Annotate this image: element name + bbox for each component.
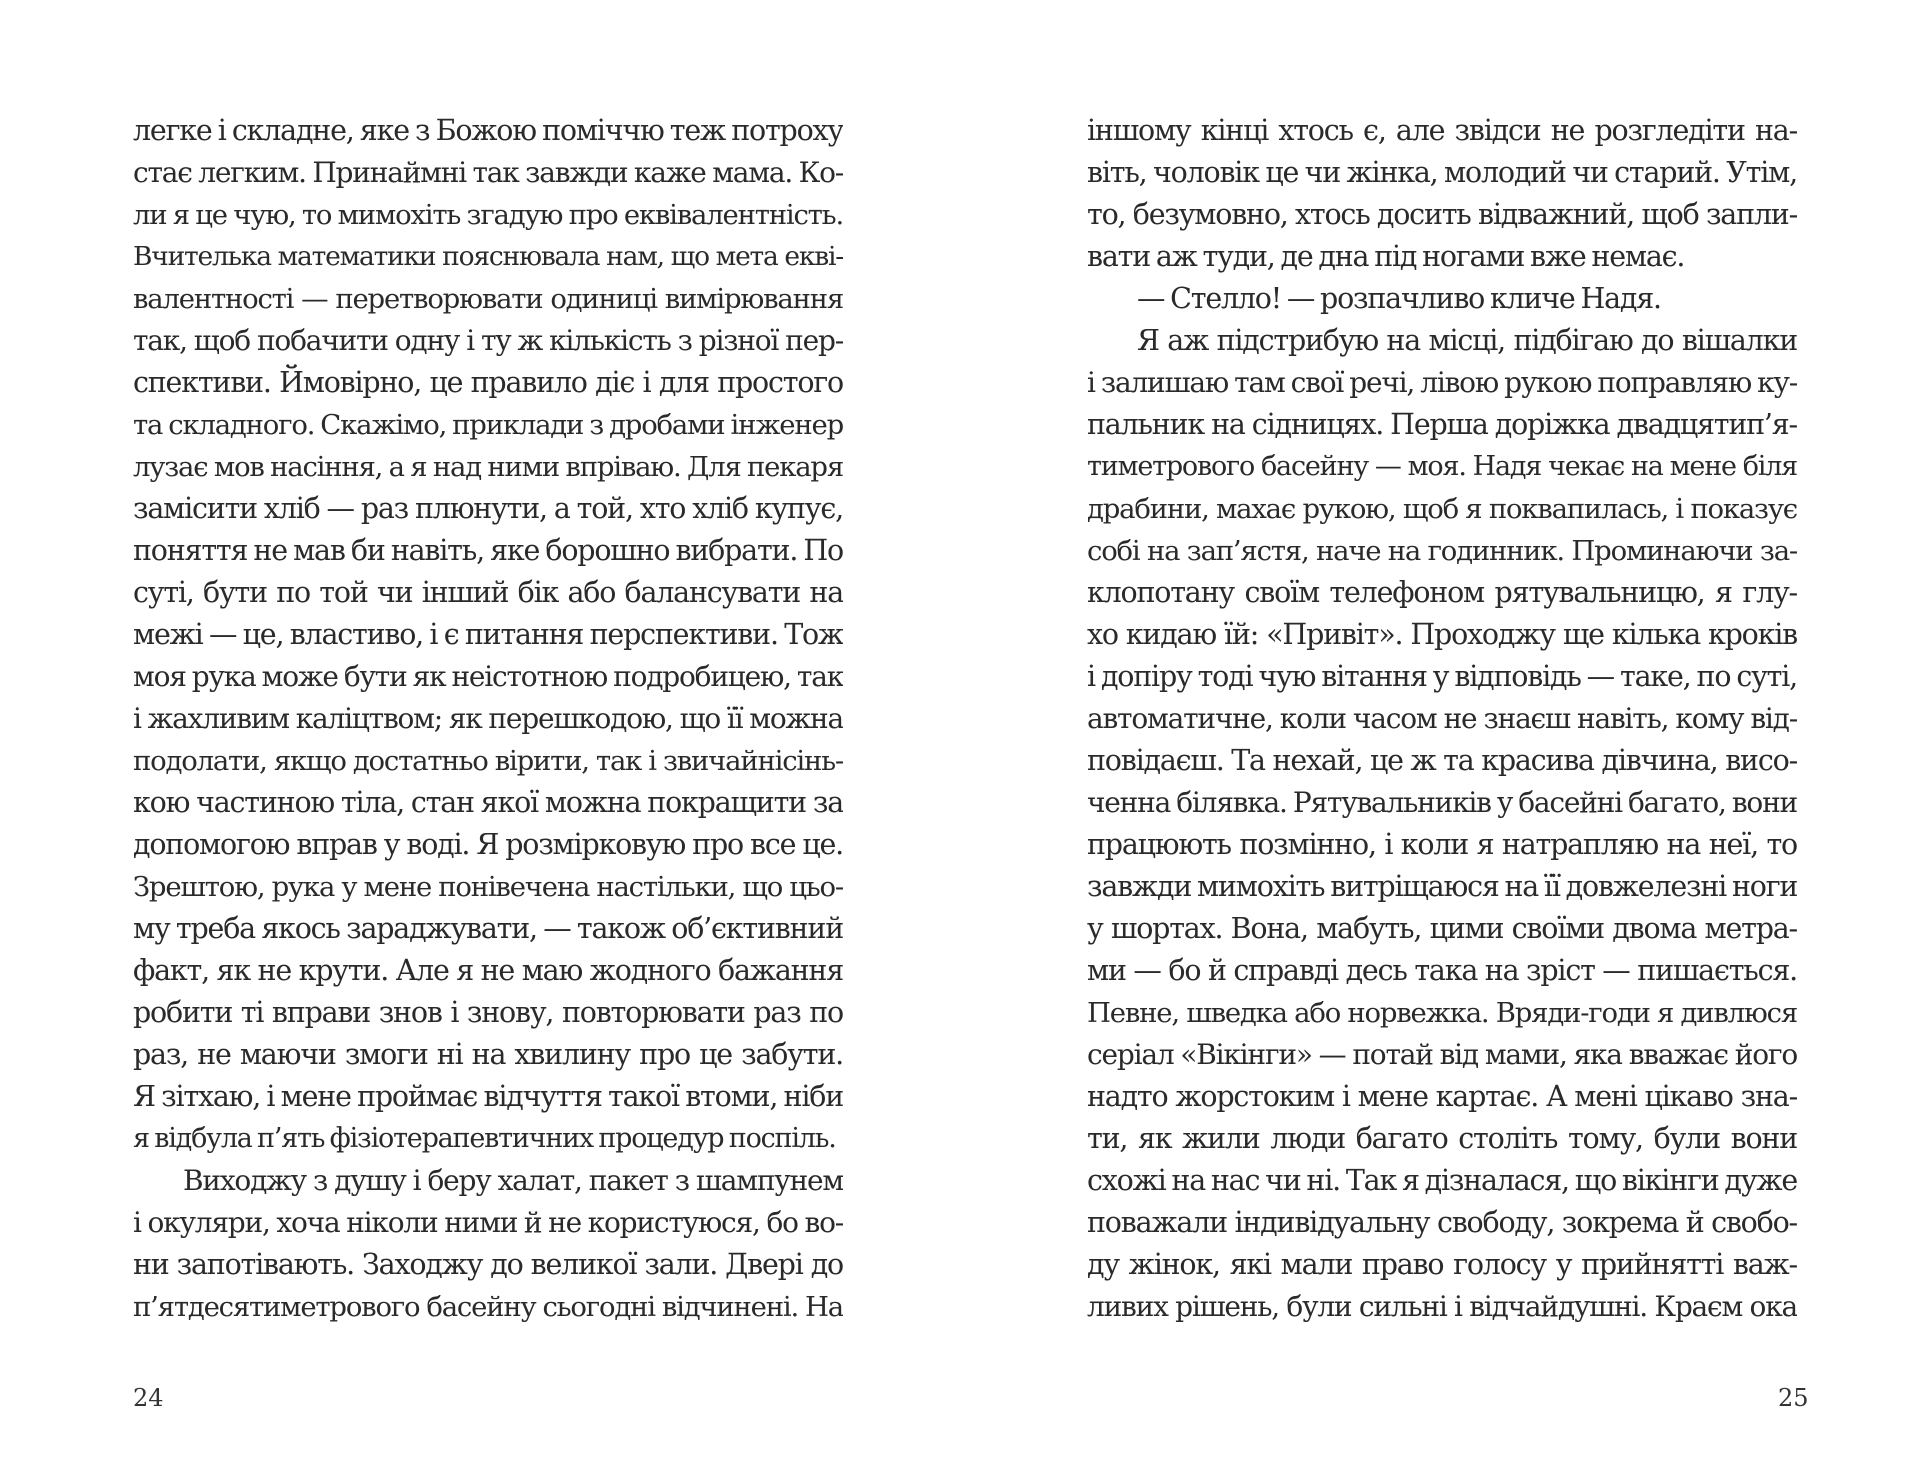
text-line: та складного. Скажімо, приклади з дробами інженер [133,409,843,441]
text-line: моя рука може бути як неістотною подробицею, так [133,660,843,693]
text-line: тиметрового басейну — моя. Надя чекає на мене біля [1087,451,1797,482]
text-line: суті, бути по той чи інший бік або балансувати на [133,576,843,609]
text-line: працюють позмінно, і коли я натрапляю на неї, то [1087,828,1797,861]
text-line: п’ятдесятиметрового басейну сьогодні відчинені. На [133,1291,843,1323]
text-line: то, безумовно, хтось досить відважний, щоб запли- [1087,198,1797,231]
text-line: схожі на нас чи ні. Так я дізналася, що вікінги дуже [1087,1164,1797,1197]
text-line: замісити хліб — раз плюнути, а той, хто хліб купує, [133,492,843,525]
text-line: так, щоб побачити одну і ту ж кількість з різної пер- [133,324,843,357]
page-number-right: 25 [1778,1384,1809,1412]
text-line: і залишаю там свої речі, лівою рукою поправляю ку- [1087,366,1797,399]
text-line: у шортах. Вона, мабуть, цими своїми двома метра- [1087,912,1797,945]
text-line: повідаєш. Та нехай, це ж та красива дівчина, висо- [1087,744,1797,777]
text-line: ми — бо й справді десь така на зріст — пишається. [1087,954,1797,987]
text-line: завжди мимохіть витріщаюся на її довжелезні ноги [1087,870,1797,903]
text-line: іншому кінці хтось є, але звідси не розгледіти на- [1087,114,1797,147]
text-line: ду жінок, які мали право голосу у прийнятті важ- [1087,1248,1797,1281]
text-line: спективи. Ймовірно, це правило діє і для простого [133,366,843,399]
text-line: я відбула п’ять фізіотерапевтичних процедур поспіль. [133,1123,836,1154]
text-line: ти, як жили люди багато століть тому, були вони [1087,1122,1797,1155]
text-line: межі — це, властиво, і є питання перспективи. Тож [133,618,843,651]
text-line: автоматичне, коли часом не знаєш навіть, кому від- [1087,702,1797,735]
text-line: ли я це чую, то мимохіть згадую про еквівалентність. [133,199,843,231]
text-line: допомогою вправ у воді. Я розмірковую про все це. [133,828,843,861]
right-page-text [1087,110,1797,1328]
text-line: поважали індивідуальну свободу, зокрема й свобо- [1087,1206,1797,1239]
text-line: — Стелло! — розпачливо кличе Надя. [1137,282,1661,315]
text-line: Я аж підстрибую на місці, підбігаю до вішалки [1137,324,1797,357]
text-line: надто жорстоким і мене картає. А мені цікаво зна- [1087,1080,1797,1113]
text-line: клопотану своїм телефоном рятувальницю, я глу- [1087,576,1797,609]
text-line: Вчителька математики пояснювала нам, що мета екві- [133,241,843,272]
text-line: ни запотівають. Заходжу до великої зали. Двері до [133,1248,843,1281]
text-line: ченна білявка. Рятувальників у басейні багато, вони [1087,786,1797,819]
text-line: му треба якось зараджувати, — також об’єктивний [133,912,843,945]
text-line: факт, як не крути. Але я не маю жодного бажання [133,954,843,987]
text-line: драбини, махає рукою, щоб я поквапилась, і показує [1087,493,1797,525]
text-line: робити ті вправи знов і знову, повторювати раз по [133,996,843,1029]
text-line: пальник на сідницях. Перша доріжка двадцятип’я- [1087,408,1797,441]
text-line: Певне, шведка або норвежка. Вряди-годи я дивлюся [1087,997,1797,1029]
text-line: віть, чоловік це чи жінка, молодий чи старий. Утім, [1087,156,1797,189]
left-page-text [133,110,843,1328]
text-line: Я зітхаю, і мене проймає відчуття такої втоми, ніби [133,1080,843,1113]
text-line: раз, не маючи змоги ні на хвилину про це забути. [133,1038,843,1071]
text-line: лузає мов насіння, а я над ними впріваю. Для пекаря [133,451,843,483]
text-line: поняття не мав би навіть, яке борошно вибрати. По [133,534,843,567]
text-line: легке і складне, яке з Божою поміччю теж потроху [133,114,843,147]
text-line: кою частиною тіла, стан якої можна покращити за [133,786,843,819]
page-number-left: 24 [133,1384,164,1412]
text-line: подолати, якщо достатньо вірити, так і звичайнісінь- [133,745,843,777]
text-line: Зрештою, рука у мене понівечена настільки, що цьо- [133,871,843,903]
text-line: вати аж туди, де дна під ногами вже немає. [1087,240,1685,273]
text-line: і окуляри, хоча ніколи ними й не користуюся, бо во- [133,1206,843,1239]
text-line: і жахливим каліцтвом; як перешкодою, що її можна [133,702,843,735]
text-line: хо кидаю їй: «Привіт». Проходжу ще кілька кроків [1087,618,1797,651]
text-line: ливих рішень, були сильні і відчайдушні. Краєм ока [1087,1290,1797,1323]
text-line: стає легким. Принаймні так завжди каже мама. Ко- [133,156,843,189]
text-line: собі на зап’ястя, наче на годинник. Проминаючи за- [1087,535,1797,567]
text-line: валентності — перетворювати одиниці вимірювання [133,283,843,315]
text-line: серіал «Вікінги» — потай від мами, яка вважає його [1087,1038,1797,1071]
text-line: і допіру тоді чую вітання у відповідь — таке, по суті, [1087,660,1797,693]
text-line: Виходжу з душу і беру халат, пакет з шампунем [183,1164,843,1197]
